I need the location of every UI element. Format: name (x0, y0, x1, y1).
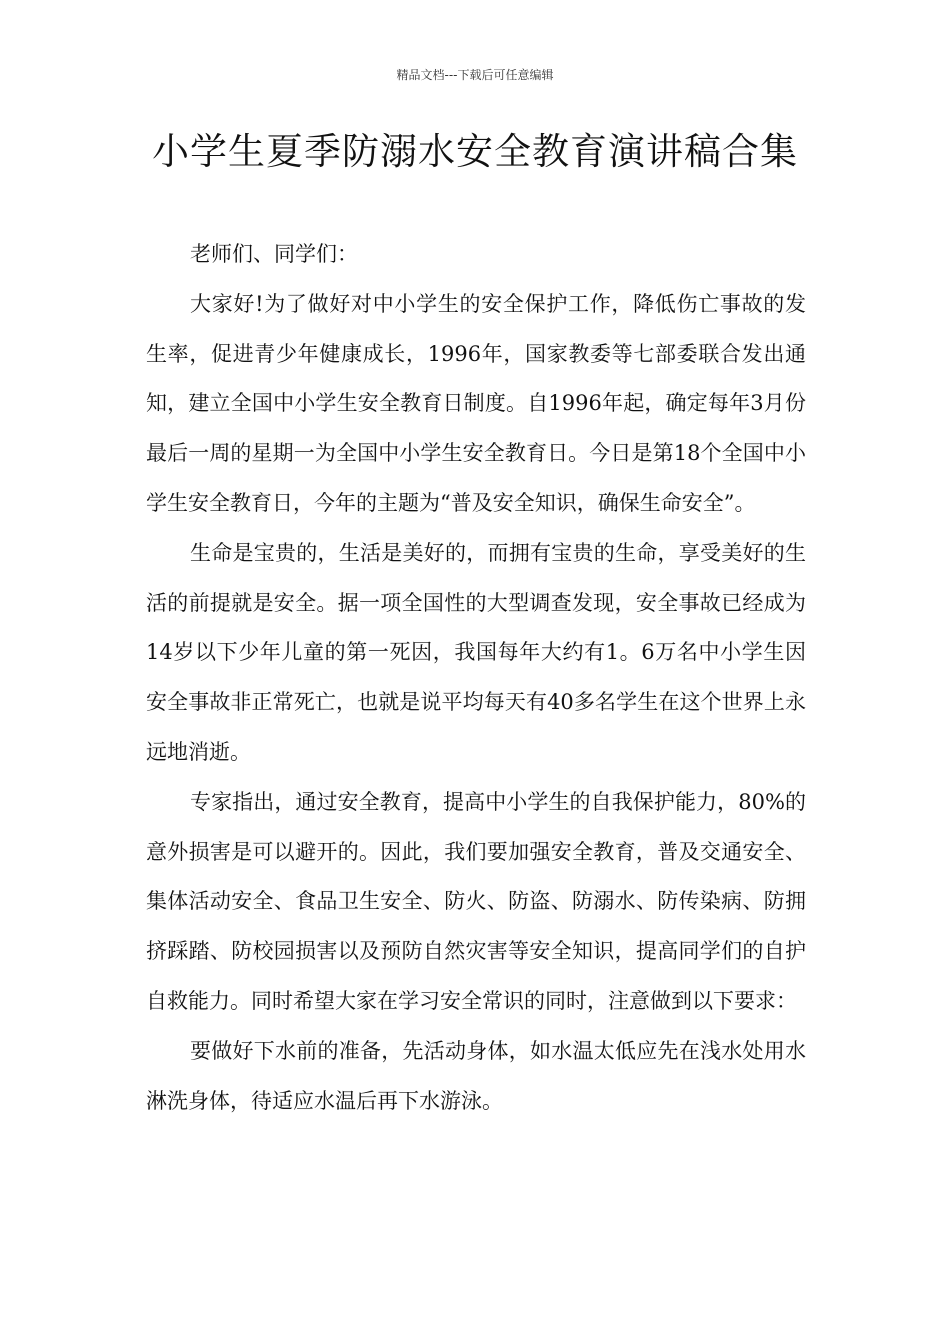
paragraph: 生命是宝贵的，生活是美好的，而拥有宝贵的生命，享受美好的生活的前提就是安全。据一项全国性的大型调查发现，安全事故已经成为14岁以下少年儿童的第一死因，我国每年大约有1。6万名中小学生因安全事故非正常死亡，也就是说平均每天有40多名学生在这个世界上永远地消逝。 (146, 540, 806, 764)
document-body (146, 230, 806, 1126)
paragraph-greeting: 老师们、同学们： (190, 242, 358, 266)
paragraph: 大家好!为了做好对中小学生的安全保护工作，降低伤亡事故的发生率，促进青少年健康成长，1996年，国家教委等七部委联合发出通知，建立全国中小学生安全教育日制度。自1996年起，确定每年3月份最后一周的星期一为全国中小学生安全教育日。今日是第18个全国中小学生安全教育日，今年的主题为“普及安全知识，确保生命安全”。 (146, 291, 806, 515)
paragraph: 专家指出，通过安全教育，提高中小学生的自我保护能力，80%的意外损害是可以避开的。因此，我们要加强安全教育，普及交通安全、集体活动安全、食品卫生安全、防火、防盗、防溺水、防传染病、防拥挤踩踏、防校园损害以及预防自然灾害等安全知识，提高同学们的自护自救能力。同时希望大家在学习安全常识的同时，注意做到以下要求： (146, 789, 806, 1013)
header-note: 精品文档---下载后可任意编辑 (396, 68, 554, 82)
paragraph: 要做好下水前的准备，先活动身体，如水温太低应先在浅水处用水淋洗身体，待适应水温后再下水游泳。 (146, 1038, 806, 1113)
document-title: 小学生夏季防溺水安全教育演讲稿合集 (152, 130, 798, 173)
